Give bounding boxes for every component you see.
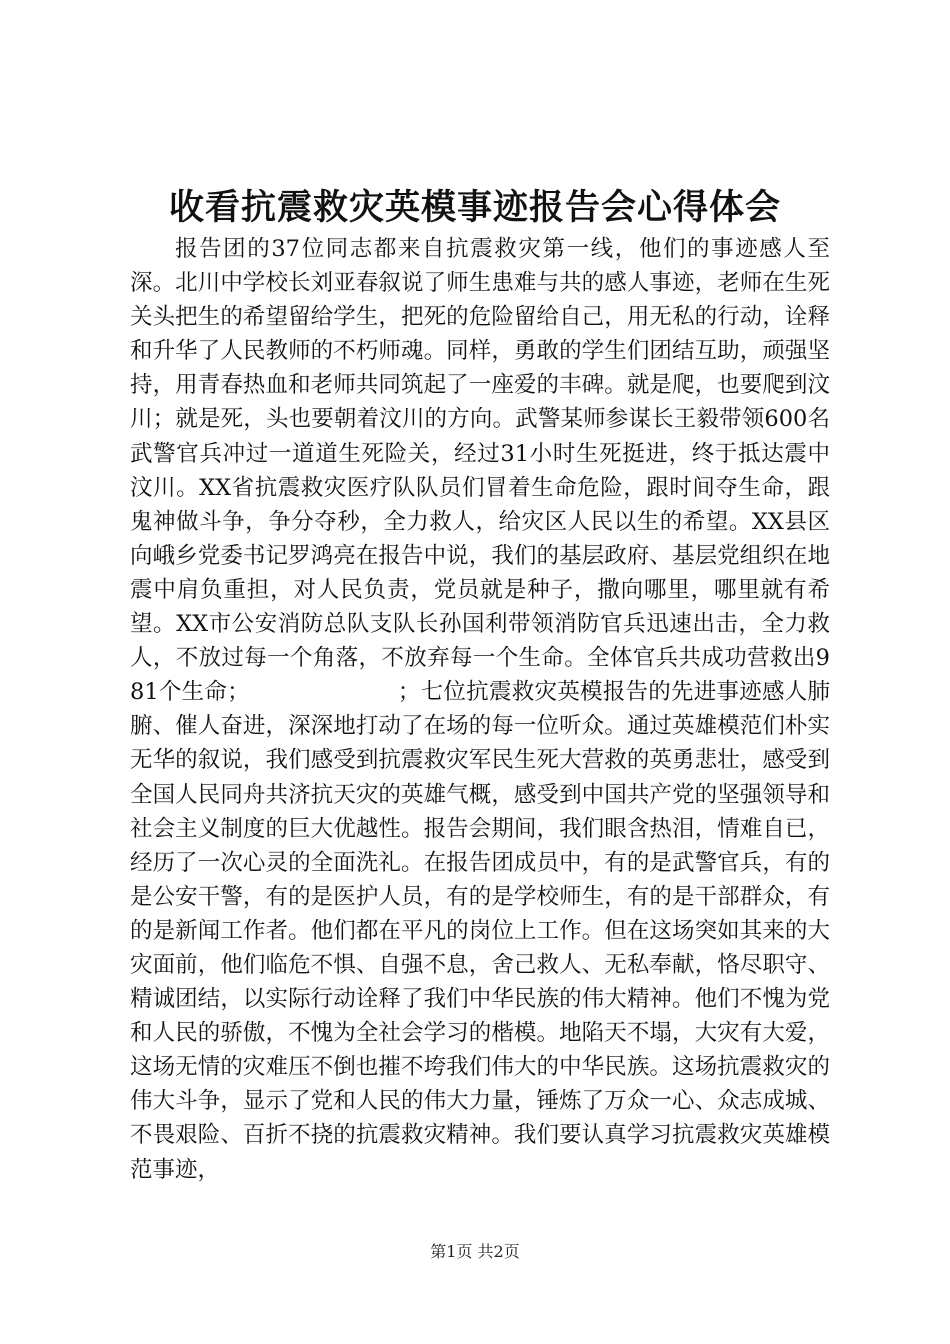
body-paragraph: 报告团的37位同志都来自抗震救灾第一线，他们的事迹感人至深。北川中学校长刘亚春叙说了师生患难与共的感人事迹，老师在生死关头把生的希望留给学生，把死的危险留给自己，用无私的行动，诠释和升华了人民教师的不朽师魂。同样，勇敢的学生们团结互助，顽强坚持，用青春热血和老师共同筑起了一座爱的丰碑。就是爬，也要爬到汶川；就是死，头也要朝着汶川的方向。武警某师参谋长王毅带领600名武警官兵冲过一道道生死险关，经过31小时生死挺进，终于抵达震中汶川。XX省抗震救灾医疗队队员们冒着生命危险，跟时间夺生命，跟鬼神做斗争，争分夺秒，全力救人，给灾区人民以生的希望。XX县区向峨乡党委书记罗鸿亮在报告中说，我们的基层政府、基层党组织在地震中肩负重担，对人民负责，党员就是种子，撒向哪里，哪里就有希望。XX市公安消防总队支队长孙国利带领消防官兵迅速出击，全力救人，不放过每一个角落，不放弃每一个生命。全体官兵共成功营救出981个生命； ；七位抗震救灾英模报告的先进事迹感人肺腑、催人奋进，深深地打动了在场的每一位听众。通过英雄模范们朴实无华的叙说，我们感受到抗震救灾军民生死大营救的英勇悲壮，感受到全国人民同舟共济抗天灾的英雄气概，感受到中国共产党的坚强领导和社会主义制度的巨大优越性。报告会期间，我们眼含热泪，情难自已，经历了一次心灵的全面洗礼。在报告团成员中，有的是武警官兵，有的是公安干警，有的是医护人员，有的是学校师生，有的是干部群众，有的是新闻工作者。他们都在平凡的岗位上工作。但在这场突如其来的大灾面前，他们临危不惧、自强不息，舍己救人、无私奉献，恪尽职守、精诚团结，以实际行动诠释了我们中华民族的伟大精神。他们不愧为党和人民的骄傲，不愧为全社会学习的楷模。地陷天不塌，大灾有大爱，这场无情的灾难压不倒也摧不垮我们伟大的中华民族。这场抗震救灾的伟大斗争，显示了党和人民的伟大力量，锤炼了万众一心、众志成城、不畏艰险、百折不挠的抗震救灾精神。我们要认真学习抗震救灾英雄模范事迹， [130,236,830,1183]
document-title: 收看抗震救灾英模事迹报告会心得体会 [168,187,781,228]
page-footer: 第1页 共2页 [430,1242,520,1261]
